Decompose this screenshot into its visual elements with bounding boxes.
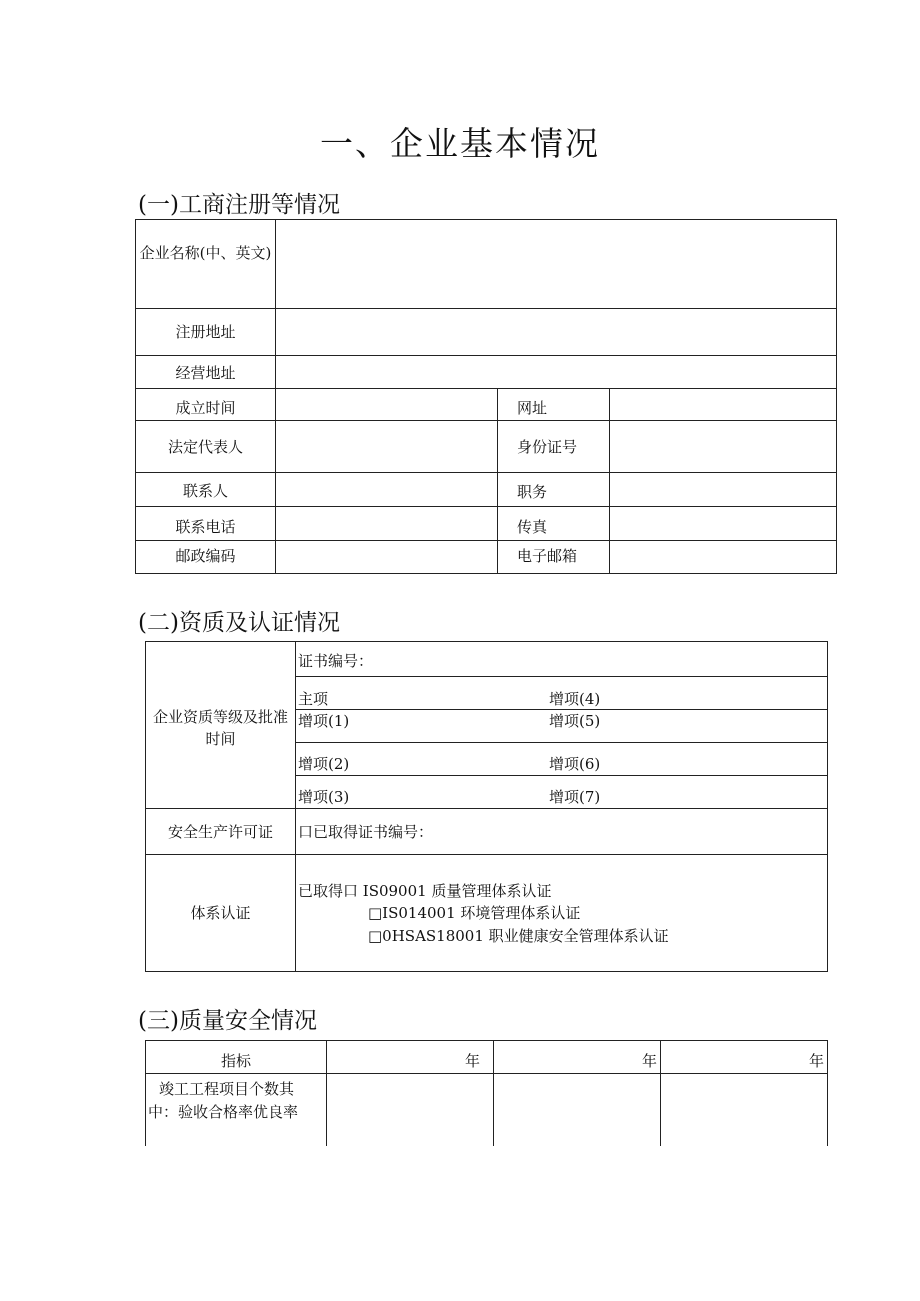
safety-license-label: 安全生产许可证 xyxy=(167,823,273,841)
postcode-label: 邮政编码 xyxy=(175,547,236,565)
page-title: 一、企业基本情况 xyxy=(320,124,600,163)
fax-label: 传真 xyxy=(517,518,548,536)
company-name-label: 企业名称(中、英文) xyxy=(139,244,272,262)
email-label: 电子邮箱 xyxy=(517,547,578,565)
year-header-2: 年 xyxy=(642,1052,658,1070)
add-item-4: 增项(4) xyxy=(549,690,601,708)
indicator-header: 指标 xyxy=(220,1052,251,1070)
system-cert-iso14001: □IS014001 环境管理体系认证 xyxy=(368,904,581,922)
year-header-3: 年 xyxy=(809,1052,825,1070)
add-item-1: 增项(1) xyxy=(298,712,350,730)
section-heading-registration: (一)工商注册等情况 xyxy=(138,192,340,218)
cert-number-label: 证书编号： xyxy=(298,652,374,670)
system-cert-label: 体系认证 xyxy=(190,904,251,922)
indicator-row-line1: 竣工工程项目个数其 xyxy=(159,1080,295,1098)
legal-rep-label: 法定代表人 xyxy=(167,438,243,456)
contact-label: 联系人 xyxy=(182,482,228,500)
add-item-5: 增项(5) xyxy=(549,712,601,730)
add-item-2: 增项(2) xyxy=(298,755,350,773)
qualification-grade-label: 企业资质等级及批准时间 xyxy=(152,708,288,748)
id-number-label: 身份证号 xyxy=(517,438,578,456)
indicator-row-line2: 中：验收合格率优良率 xyxy=(148,1103,299,1121)
system-cert-iso9001: 已取得口 IS09001 质量管理体系认证 xyxy=(298,882,552,900)
section-heading-quality: (三)质量安全情况 xyxy=(138,1008,317,1034)
system-cert-ohsas18001: □0HSAS18001 职业健康安全管理体系认证 xyxy=(368,927,669,945)
founded-label: 成立时间 xyxy=(175,399,236,417)
position-label: 职务 xyxy=(517,483,548,501)
section-heading-qualification: (二)资质及认证情况 xyxy=(138,610,340,636)
add-item-7: 增项(7) xyxy=(549,788,601,806)
safety-license-value: 口已取得证书编号： xyxy=(298,823,434,841)
phone-label: 联系电话 xyxy=(175,518,236,536)
website-label: 网址 xyxy=(517,399,548,417)
year-header-1: 年 xyxy=(465,1052,481,1070)
main-item: 主项 xyxy=(298,690,329,708)
reg-address-label: 注册地址 xyxy=(175,323,236,341)
op-address-label: 经营地址 xyxy=(175,364,236,382)
add-item-6: 增项(6) xyxy=(549,755,601,773)
add-item-3: 增项(3) xyxy=(298,788,350,806)
